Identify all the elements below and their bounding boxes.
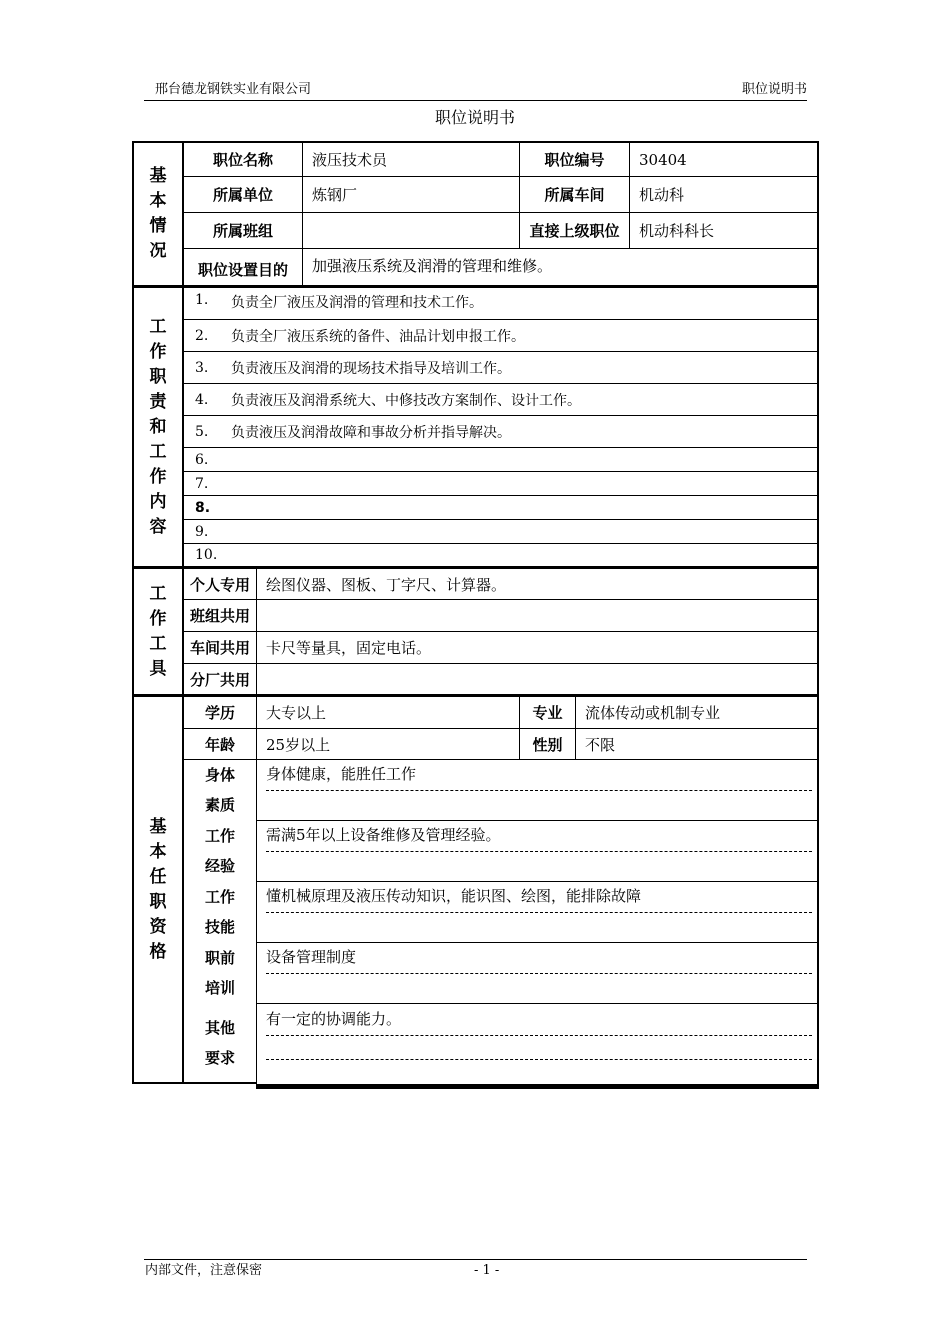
header-company: 邢台德龙钢铁实业有限公司 [155,82,312,97]
border-right [817,141,819,1089]
age-value: 25岁以上 [266,735,331,754]
header-rule [144,100,807,101]
experience-label: 工作 经验 [204,827,235,875]
tools-value: 卡尺等量具，固定电话。 [266,639,432,657]
tools-label: 个人专用 [189,575,250,594]
position-code-label: 职位编号 [544,151,605,169]
other-requirements-value: 有一定的协调能力。 [266,1010,402,1028]
experience-value: 需满5年以上设备维修及管理经验。 [266,826,501,844]
training-value: 设备管理制度 [266,948,357,966]
training-label: 职前 培训 [204,949,235,997]
tools-value [257,600,817,631]
major-label: 专业 [532,704,563,722]
duty-item: 5. 负责液压及润滑故障和事故分析并指导解决。 [195,423,511,441]
unit-value: 炼钢厂 [312,186,358,204]
duty-item: 3. 负责液压及润滑的现场技术指导及培训工作。 [195,359,511,377]
superior-label: 直接上级职位 [529,222,620,240]
tools-label: 班组共用 [189,607,250,625]
education-label: 学历 [204,704,235,722]
position-name-value: 液压技术员 [312,151,388,169]
duty-item: 6. [195,451,209,468]
tools-value: 绘图仪器、图板、丁字尺、计算器。 [266,575,507,594]
unit-label: 所属单位 [212,186,273,204]
section-tools: 工 作 工 具 [149,583,167,679]
section-duties: 工 作 职 责 和 工 作 内 容 [149,316,167,537]
physical-label: 身体 素质 [204,766,235,814]
job-description-form [132,141,819,1089]
skills-value: 懂机械原理及液压传动知识，能识图、绘图，能排除故障 [266,887,642,905]
section-qualifications: 基 本 任 职 资 格 [149,816,167,962]
header-doc-type: 职位说明书 [741,82,807,97]
tools-label: 分厂共用 [189,670,250,689]
section-basic-info: 基 本 情 况 [149,166,167,261]
education-value: 大专以上 [266,704,327,722]
team-value [303,213,519,248]
team-label: 所属班组 [212,222,273,240]
gender-label: 性别 [532,735,563,754]
document-title: 职位说明书 [434,108,515,127]
position-name-label: 职位名称 [212,151,273,169]
duty-item: 2. 负责全厂液压系统的备件、油品计划申报工作。 [195,327,525,345]
major-value: 流体传动或机制专业 [585,704,721,722]
workshop-value: 机动科 [639,186,685,204]
tools-label: 车间共用 [189,639,250,657]
duty-item: 4. 负责液压及润滑系统大、中修技改方案制作、设计工作。 [195,391,581,409]
superior-value: 机动科科长 [639,222,715,240]
position-code-value: 30404 [639,150,687,169]
age-label: 年龄 [204,735,235,754]
footer-note: 内部文件，注意保密 [145,1263,263,1278]
duty-item: 9. [195,523,209,540]
duty-item: 1. 负责全厂液压及润滑的管理和技术工作。 [195,292,483,311]
workshop-label: 所属车间 [544,186,605,204]
gender-value: 不限 [585,735,616,754]
purpose-value: 加强液压系统及润滑的管理和维修。 [312,257,553,275]
tools-value [257,664,817,694]
border-bottom-left [132,1082,257,1084]
duty-item: 8. [195,499,211,516]
duty-item: 10. [195,547,218,563]
page-number: - 1 - [474,1263,500,1278]
purpose-label: 职位设置目的 [197,260,288,279]
duty-item: 7. [195,475,209,492]
other-requirements-label: 其他 要求 [204,1019,235,1067]
physical-value: 身体健康，能胜任工作 [266,765,417,783]
skills-label: 工作 技能 [204,888,235,936]
border-bottom-right [256,1084,819,1089]
footer-rule [144,1259,807,1260]
